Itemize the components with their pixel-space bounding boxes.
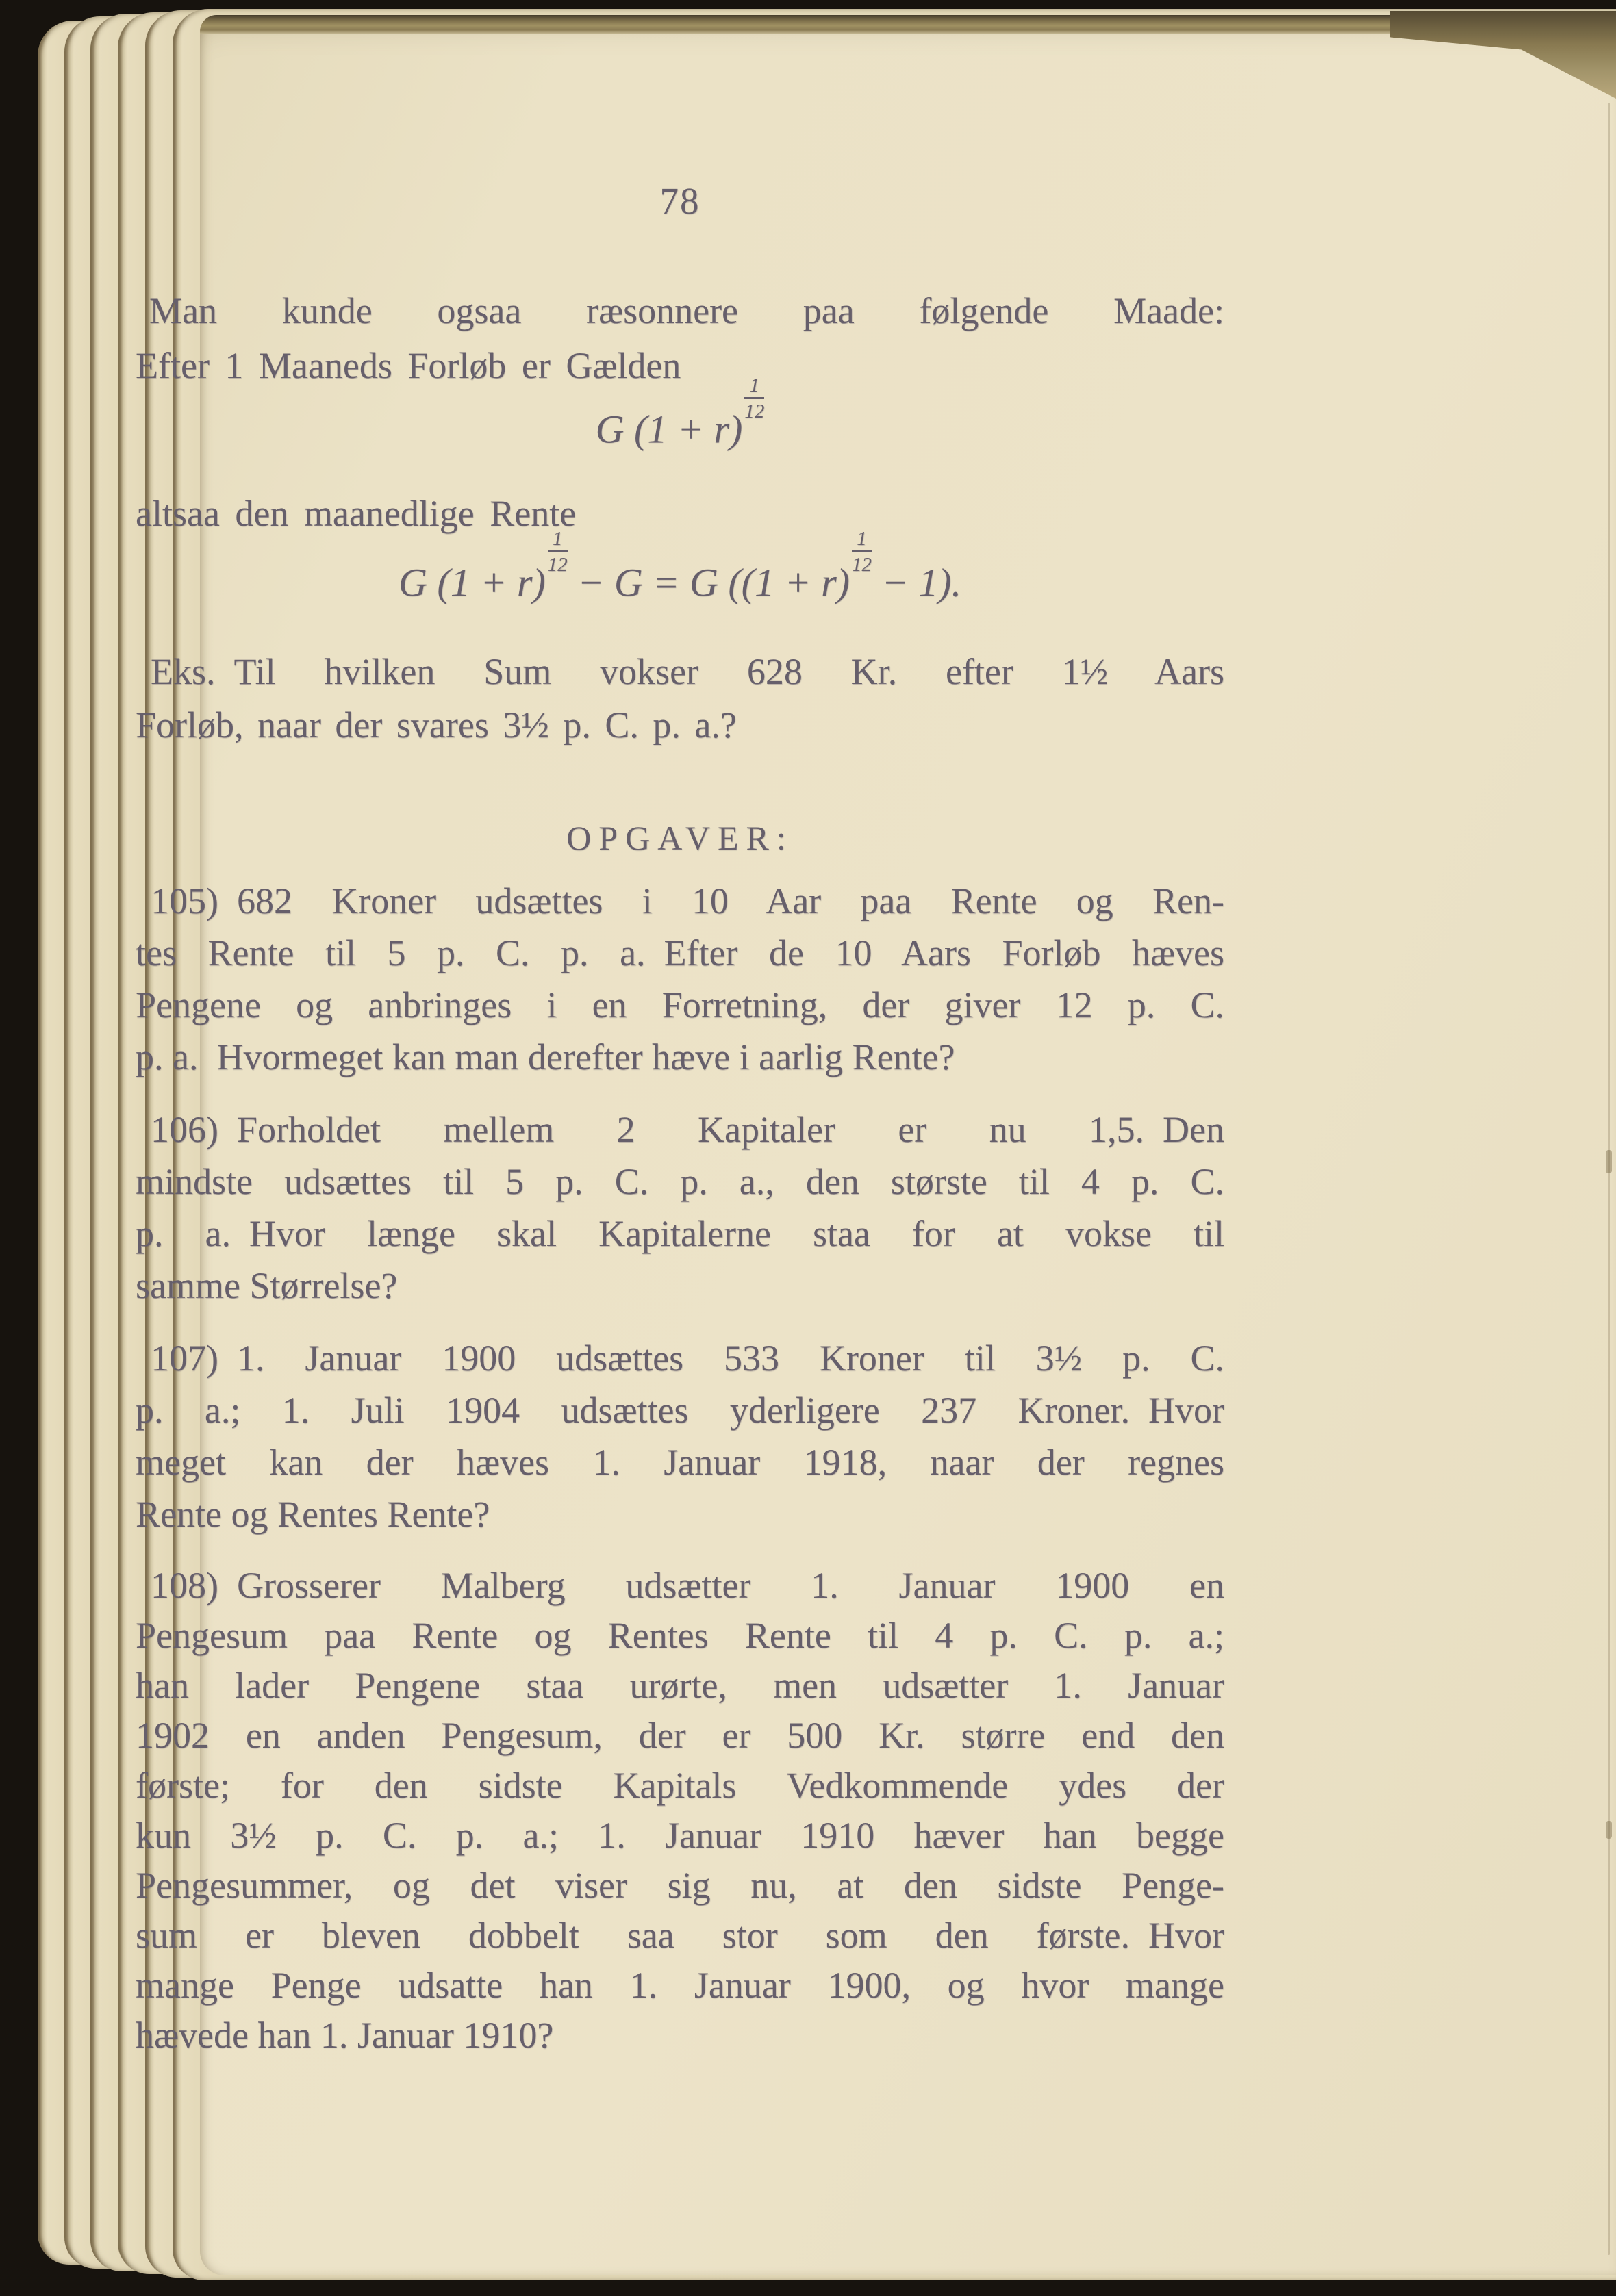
page-right-edge bbox=[1608, 103, 1610, 2255]
page-edge-mark bbox=[1606, 1150, 1612, 1173]
formula-base: G (1 + r) bbox=[595, 407, 743, 452]
text-line: Pengesummer, og det viser sig nu, at den sidste Penge- bbox=[136, 1865, 1224, 1906]
text-line: hævede han 1. Januar 1910? bbox=[136, 2015, 554, 2056]
page-content bbox=[136, 0, 1224, 2296]
text-line: Efter 1 Maaneds Forløb er Gælden bbox=[136, 345, 681, 386]
text-line: 107) 1. Januar 1900 udsættes 533 Kroner til 3½ p. C. bbox=[151, 1338, 1224, 1379]
text-line: p. a. Hvormeget kan man derefter hæve i aarlig Rente? bbox=[136, 1036, 955, 1077]
text-line: Eks. Til hvilken Sum vokser 628 Kr. efter 1½ Aars bbox=[151, 651, 1224, 692]
text-line: han lader Pengene staa urørte, men udsætter 1. Januar bbox=[136, 1665, 1224, 1706]
page-edge-mark bbox=[1606, 1821, 1612, 1839]
problem-paragraph-107 bbox=[136, 1332, 1224, 1540]
problems-list bbox=[136, 875, 1224, 2061]
formula-mid: − G = G ((1 + r) bbox=[567, 560, 850, 605]
text-line: Forløb, naar der svares 3½ p. C. p. a.? bbox=[136, 704, 737, 745]
exponent-fraction: $\frac{1}{12}$ bbox=[851, 528, 872, 576]
text-line: meget kan der hæves 1. Januar 1918, naar der regnes bbox=[136, 1442, 1224, 1483]
text-line: tes Rente til 5 p. C. p. a. Efter de 10 Aars Forløb hæves bbox=[136, 932, 1224, 973]
formula-tail: − 1). bbox=[871, 560, 961, 605]
text-line: 106) Forholdet mellem 2 Kapitaler er nu 1,5. Den bbox=[151, 1109, 1224, 1150]
text-line: Rente og Rentes Rente? bbox=[136, 1494, 490, 1535]
problem-paragraph-105 bbox=[136, 875, 1224, 1083]
formula-monthly-interest bbox=[136, 528, 1224, 609]
text-line: mindste udsættes til 5 p. C. p. a., den største til 4 p. C. bbox=[136, 1161, 1224, 1202]
text-line: 1902 en anden Pengesum, der er 500 Kr. større end den bbox=[136, 1715, 1224, 1756]
formula-debt-after-one-month bbox=[136, 375, 1224, 455]
text-line: mange Penge udsatte han 1. Januar 1900, og hvor mange bbox=[136, 1965, 1224, 2006]
exponent-fraction: $\frac{1}{12}$ bbox=[547, 528, 568, 576]
text-line: sum er bleven dobbelt saa stor som den første. Hvor bbox=[136, 1915, 1224, 1956]
text-line: Pengene og anbringes i en Forretning, der giver 12 p. C. bbox=[136, 984, 1224, 1025]
page-number: 78 bbox=[659, 180, 700, 222]
exponent-fraction: $\frac{1}{12}$ bbox=[744, 374, 765, 423]
problem-paragraph-106 bbox=[136, 1104, 1224, 1312]
text-line: første; for den sidste Kapitals Vedkommende ydes der bbox=[136, 1765, 1224, 1806]
text-line: Pengesum paa Rente og Rentes Rente til 4 p. C. p. a.; bbox=[136, 1615, 1224, 1656]
text-line: p. a.; 1. Juli 1904 udsættes yderligere 237 Kroner. Hvor bbox=[136, 1390, 1224, 1431]
text-line: samme Størrelse? bbox=[136, 1265, 398, 1306]
opgaver-heading: OPGAVER: bbox=[566, 819, 794, 857]
example-paragraph bbox=[136, 645, 1224, 752]
problem-paragraph-108 bbox=[136, 1561, 1224, 2061]
text-line: Man kunde ogsaa ræsonnere paa følgende Maade: bbox=[149, 290, 1224, 331]
formula-base: G (1 + r) bbox=[399, 560, 546, 605]
text-line: 105) 682 Kroner udsættes i 10 Aar paa Rente og Ren- bbox=[151, 880, 1224, 921]
interlude-text: altsaa den maanedlige Rente bbox=[136, 493, 577, 534]
text-line: p. a. Hvor længe skal Kapitalerne staa for at vokse til bbox=[136, 1213, 1224, 1254]
text-line: 108) Grosserer Malberg udsætter 1. Januar 1900 en bbox=[151, 1565, 1224, 1606]
text-line: kun 3½ p. C. p. a.; 1. Januar 1910 hæver han begge bbox=[136, 1815, 1224, 1856]
